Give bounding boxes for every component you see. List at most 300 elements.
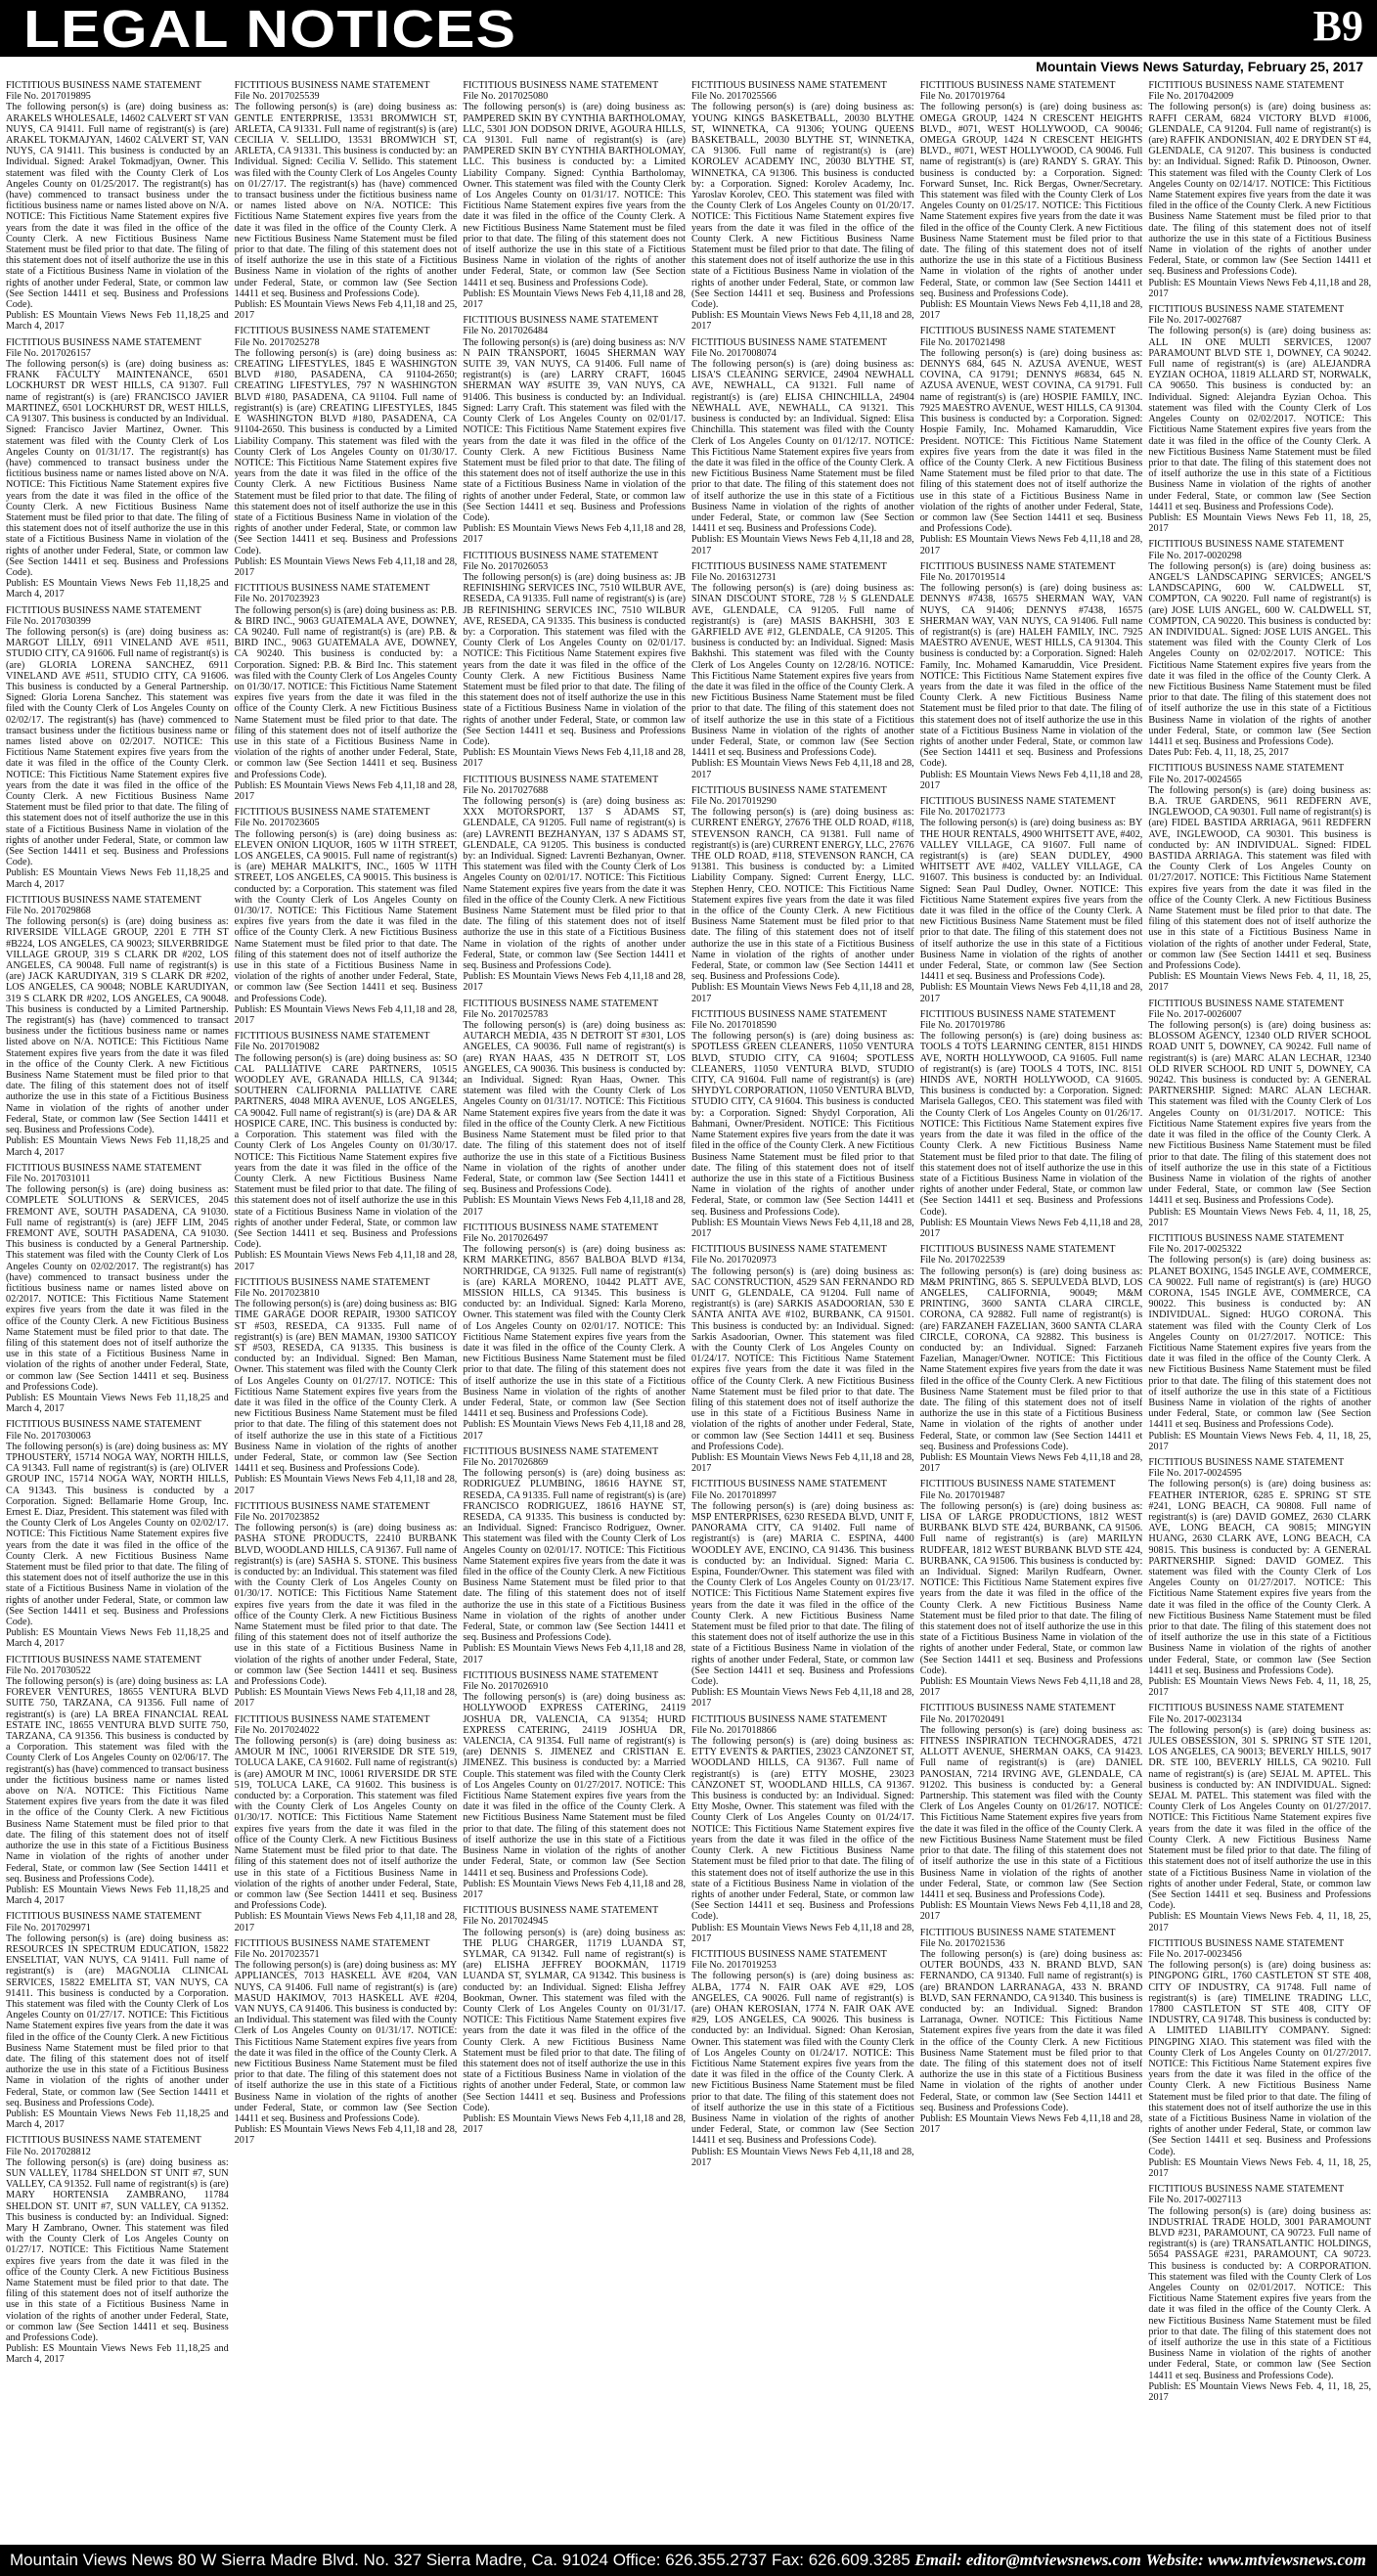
- notice-boilerplate: NOTICE: This Fictitious Name Statement expires five years from the date it was filed in the office of the County Clerk. A new Fictitious Business Name Statement must be filed prior to that date. The filing of this statement does not of itself authorize the use in this state of a Fictitious Business Name in violation of the rights of another under Federal, State, or common law (See Section 14411 et seq. Business and Professions Code).: [919, 1118, 1143, 1218]
- legal-notice: [6, 605, 229, 890]
- notice-body: The following person(s) is (are) doing business as: INDUSTRIAL TRADE HOLD, 3001 PARAMOUNT BLVD #231, PARAMOUNT, CA 90723. Full name of registrant(s) is (are) TRANSATLANTIC HOLDINGS, 5654 PASSAGE #231, PARAMOUNT, CA 90723. This business is conducted by: A CORPORATION. This statement was filed with the County Clerk of Los Angeles County on 02/01/2017.: [1148, 2205, 1371, 2294]
- notice-body: The following person(s) is (are) doing business as: MY APPLIANCES, 7013 HASKELL AVE #204, VAN NUYS, CA 91406. Full name of registrant(s) is (are) MASUD HAKIMOV, 7013 HASKELL AVE #204, VAN NUYS, CA 91406. This business is conducted by: an Individual. This statement was filed with the County Clerk of Los Angeles County on 01/31/17.: [234, 1960, 458, 2037]
- legal-notice: [463, 999, 686, 1218]
- notice-boilerplate: NOTICE: This Fictitious Name Statement expires five years from the date it was filed in the office of the County Clerk. A new Fictitious Business Name Statement must be filed prior to that date. The filing of this statement does not of itself authorize the use in this state of a Fictitious Business Name in violation of the rights of another under Federal, State, or common law (See Section 14411 et seq. Business and Professions Code).: [234, 457, 458, 556]
- notice-boilerplate: NOTICE: This Fictitious Name Statement expires five years from the date it was filed in the office of the County Clerk. A new Fictitious Business Name Statement must be filed prior to that date. The filing of this statement does not of itself authorize the use in this state of a Fictitious Business Name in violation of the rights of another under Federal, State, or common law (See Section 14411 et seq. Business and Professions Code).: [234, 1375, 458, 1475]
- notice-body: The following person(s) is (are) doing business as: RESOURCES IN SPECTRUM EDUCATION, 15822 ENSELTIAT, VAN NUYS, CA 91411. Full name of registrant(s) is (are) MAGNOLIA CLINICAL SERVICES, 15822 EMELITA ST, VAN NUYS, CA 91411. This business is conducted by a Corporation. This statement was filed with the County Clerk of Los Angeles County on 01/27/17.: [6, 1932, 229, 2021]
- notice-file-number: File No. 2017019487: [919, 1489, 1005, 1501]
- notice-heading: FICTITIOUS BUSINESS NAME STATEMENT: [1148, 763, 1345, 775]
- notice-boilerplate: NOTICE: This Fictitious Name Statement expires five years from the date it was filed in the office of the County Clerk. A new Fictitious Business Name Statement must be filed prior to that date. The filing of this statement does not of itself authorize the use in this state of a Fictitious Business Name in violation of the rights of another under Federal, State, or common law (See Section 14411 et seq. Business and Professions Code).: [463, 1320, 687, 1420]
- legal-notice: [235, 1938, 458, 2147]
- notice-heading: FICTITIOUS BUSINESS NAME STATEMENT: [919, 796, 1116, 807]
- notice-boilerplate: NOTICE: This Fictitious Name Statement expires five years from the date it was filed in the office of the County Clerk. A new Fictitious Business Name Statement must be filed prior to that date. The filing of this statement does not of itself authorize the use in this state of a Fictitious Business Name in violation of the rights of another under Federal, State, or common law (See Section 14411 et seq. Business and Professions Code).: [1148, 1577, 1371, 1676]
- notice-file-number: File No. 2017026869: [463, 1456, 549, 1468]
- notice-file-number: File No. 2017031011: [6, 1173, 91, 1184]
- notice-heading: FICTITIOUS BUSINESS NAME STATEMENT: [919, 560, 1116, 572]
- notice-heading: FICTITIOUS BUSINESS NAME STATEMENT: [463, 774, 659, 785]
- notice-file-number: File No. 2017023810: [234, 1287, 320, 1299]
- notice-boilerplate: NOTICE: This Fictitious Name Statement expires five years from the date it was filed in the office of the County Clerk. A new Fictitious Business Name Statement must be filed prior to that date. The filing of this statement does not of itself authorize the use in this state of a Fictitious Business Name in violation of the rights of another under Federal, State, or common law (See Section 14411 et seq. Business and Professions Code).: [463, 424, 687, 523]
- notice-publication-dates: Publish: ES Mountain Views News Feb 4,11,18 and 28, 2017: [919, 982, 1143, 1004]
- footer-contact: Mountain Views News 80 W Sierra Madre Blvd. No. 327 Sierra Madre, Ca. 91024 Office: 626.355.2737 Fax: 626.609.3285: [10, 2551, 911, 2569]
- notice-body: The following person(s) is (are) doing business as: OMEGA GROUP, 1424 N CRESCENT HEIGHTS BLVD., #071, WEST HOLLYWOOD, CA 90046; OMEGA GROUP, 1424 N CRESCENT HEIGHTS BLVD., #071, WEST HOLLYWOOD, CA 90046. Full name of registrant(s) is (are) RANDY S. GRAY. This business is conducted by: a Corporation. Signed: Forward Sunset, Inc. Rick Bergas, Owner/Secretary. This statement was filed with the County Clerk of Los Angeles County on 01/25/17.: [919, 102, 1143, 212]
- notice-heading: FICTITIOUS BUSINESS NAME STATEMENT: [691, 1008, 887, 1020]
- notice-boilerplate: NOTICE: This Fictitious Name Statement expires five years from the date it was filed in the office of the County Clerk. A new Fictitious Business Name Statement must be filed prior to that date. The filing of this statement does not of itself authorize the use in this state of a Fictitious Business Name in violation of the rights of another under Federal, State, or common law (See Section 14411 et seq. Business and Professions Code).: [1148, 2058, 1371, 2157]
- notice-boilerplate: NOTICE: This Fictitious Name Statement expires five years from the date it was filed in the office of the County Clerk. A new Fictitious Business Name Statement must be filed prior to that date. The filing of this statement does not of itself authorize the use in this state of a Fictitious Business Name in violation of the rights of another under Federal, State, or common law (See Section 14411 et seq. Business and Professions Code).: [1148, 1812, 1371, 1912]
- notice-column: [691, 80, 914, 2535]
- notice-file-number: File No. 2017019786: [919, 1020, 1005, 1032]
- notice-file-number: File No. 2017-0027113: [1148, 2195, 1242, 2206]
- notice-body: The following person(s) is (are) doing business as: HOLLYWOOD EXPRESS CATERING, 24119 JOSHUA DR, VALENCIA, CA 91354; HURD EXPRESS CATERING, 24119 JOSHUA DR, VALENCIA, CA 91354. Full name of registrant(s) is (are) DENNIS S. JIMENEZ and CRISTIAN E. JIMENEZ. This business is conducted by: a Married Couple. This statement was filed with the County Clerk of Los Angeles County on 01/27/2017.: [463, 1692, 687, 1791]
- notice-boilerplate: NOTICE: This Fictitious Name Statement expires five years from the date it was filed in the office of the County Clerk. A new Fictitious Business Name Statement must be filed prior to that date. The filing of this statement does not of itself authorize the use in this state of a Fictitious Business Name in violation of the rights of another under Federal, State, or common law (See Section 14411 et seq. Business and Professions Code).: [919, 200, 1143, 299]
- legal-notice: [1148, 1938, 1371, 2179]
- notice-file-number: File No. 2017021773: [919, 807, 1005, 819]
- notice-publication-dates: Publish: ES Mountain Views News Feb 4,11,18 and 28, 2017: [234, 1687, 458, 1710]
- legal-notice: [691, 80, 914, 333]
- notice-heading: FICTITIOUS BUSINESS NAME STATEMENT: [691, 80, 887, 91]
- notice-publication-dates: Publish: ES Mountain Views News Feb 4,11,18 and 28, 2017: [234, 1003, 458, 1027]
- notice-publication-dates: Publish: ES Mountain Views News Feb 4,11,18 and 28, 2017: [691, 982, 914, 1004]
- notice-heading: FICTITIOUS BUSINESS NAME STATEMENT: [6, 336, 201, 348]
- notice-heading: FICTITIOUS BUSINESS NAME STATEMENT: [234, 1500, 430, 1512]
- legal-notice: [920, 1928, 1143, 2136]
- notice-publication-dates: Publish: ES Mountain Views News Feb 11,18,25 and March 4, 2017: [6, 1884, 229, 1907]
- notice-heading: FICTITIOUS BUSINESS NAME STATEMENT: [1148, 304, 1345, 316]
- notice-file-number: File No. 2017023852: [234, 1512, 320, 1523]
- legal-notice: [1148, 1233, 1371, 1452]
- notice-file-number: File No. 2017025783: [463, 1008, 549, 1020]
- notice-body: The following person(s) is (are) doing business as: MARGOT LILLY, 6911 VINELAND AVE #511, STUDIO CITY, CA 91606. Full name of registrant(s) is (are) GLORIA LORENA SANCHEZ, 6911 VINELAND AVE #511, STUDIO CITY, CA 91606. This business is conducted by a General Partnership. Signed: Gloria Lorena Sanchez. This statement was filed with the County Clerk of Los Angeles County on 02/02/17. The registrant(s) has (have) commenced to transact business under the fictitious business name or names listed above on 02/2017. NOTICE: This Fictitious Name Statement expires five years from the date it was filed in the office of the County Clerk.: [6, 626, 229, 770]
- notice-boilerplate: NOTICE: This Fictitious Name Statement expires five years from the date it was filed in the office of the County Clerk. A new Fictitious Business Name Statement must be filed prior to that date. The filing of this statement does not of itself authorize the use in this state of a Fictitious Business Name in violation of the rights of another under Federal, State, or common law (See Section 14411 et seq. Business and Professions Code).: [6, 2010, 229, 2109]
- notice-boilerplate: NOTICE: This Fictitious Name Statement expires five years from the date it was filed in the office of the County Clerk. A new Fictitious Business Name Statement must be filed prior to that date. The filing of this statement does not of itself authorize the use in this state of a Fictitious Business Name in violation of the rights of another under Federal, State, or common law (See Section 14411 et seq. Business and Professions Code).: [6, 211, 229, 311]
- notice-body: The following person(s) is (are) doing business as: SINAN DISCOUNT STORE, 728 ½ S GLENDALE AVE, GLENDALE, CA 91205. Full name of registrant(s) is (are) MASIS BAKHSHI, 303 E GARFIELD AVE #12, GLENDALE, CA 91205. This business is conducted by: an Individual. Signed: Masis Bakhshi. This statement was filed with the County Clerk of Los Angeles County on 12/28/16.: [691, 583, 914, 671]
- notice-file-number: File No. 2017024945: [463, 1916, 549, 1928]
- notice-boilerplate: NOTICE: This Fictitious Name Statement expires five years from the date it was filed in the office of the County Clerk. A new Fictitious Business Name Statement must be filed prior to that date. The filing of this statement does not of itself authorize the use in this state of a Fictitious Business Name in violation of the rights of another under Federal, State, or common law (See Section 14411 et seq. Business and Professions Code).: [919, 670, 1143, 770]
- legal-notice: [235, 583, 458, 802]
- notice-boilerplate: NOTICE: This Fictitious Name Statement expires five years from the date it was filed in the office of the County Clerk. A new Fictitious Business Name Statement must be filed prior to that date. The filing of this statement does not of itself authorize the use in this state of a Fictitious Business Name in violation of the rights of another under Federal, State, or common law (See Section 14411 et seq. Business and Professions Code).: [463, 1544, 687, 1644]
- notice-publication-dates: Publish: ES Mountain Views News Feb 4,11,18 and 28, 2017: [691, 1451, 914, 1475]
- notice-file-number: File No. 2017030063: [6, 1430, 91, 1442]
- notice-publication-dates: Publish: ES Mountain Views News Feb 4,11,18 and 28, 2017: [463, 971, 687, 994]
- notice-publication-dates: Publish: ES Mountain Views News Feb 4,11,18 and 28, 2017: [691, 534, 914, 556]
- notice-file-number: File No. 2017-0020298: [1148, 550, 1242, 561]
- notice-heading: FICTITIOUS BUSINESS NAME STATEMENT: [6, 1911, 201, 1923]
- notice-body: The following person(s) is (are) doing business as: GENTLE ENTERPRISE, 13531 BROMWICH ST, ARLETA, CA 91331. Full name of registrant(s) is (are) CECILIA V. SELLIDO, 13531 BROMWICH ST, ARLETA, CA 91331. This business is conducted by: an Individual. Signed: Cecilia V. Sellido. This statement was filed with the County Clerk of Los Angeles County on 01/27/17. The registrant(s) has (have) commenced to transact business under the fictitious business name or names listed above on N/A.: [234, 102, 458, 212]
- legal-notice: [463, 775, 686, 994]
- notice-file-number: File No. 2017026484: [463, 326, 549, 337]
- notice-publication-dates: Publish: ES Mountain Views News Feb 4,11,18 and 28, 2017: [919, 1451, 1143, 1475]
- notice-file-number: File No. 2017027688: [463, 784, 549, 796]
- notice-body: The following person(s) is (are) doing business as: PINGPONG GIRL, 1760 CASTLETON ST STE 408, CITY OF INDUSTRY, CA 91748. Full name of registrant(s) is (are) TIMELINE TRADING LLC, 17800 CASTLETON ST STE 408, CITY OF INDUSTRY, CA 91748. This business is conducted by: A LIMITED LIABILITY COMPANY. Signed: PINGPING XIAO. This statement was filed with the County Clerk of Los Angeles County on 01/27/2017.: [1148, 1960, 1371, 2059]
- notice-body: The following person(s) is (are) doing business as: THE PLUG CHARGER, 11719 LUANDA ST, SYLMAR, CA 91342. Full name of registrant(s) is (are) ELISHA JEFFREY BOOKMAN, 11719 LUANDA ST, SYLMAR, CA 91342. This business is conducted by: an Individual. Signed: Elisha Jeffrey Bookman, Owner. This statement was filed with the County Clerk of Los Angeles County on 01/31/17.: [463, 1927, 687, 2015]
- legal-notice: [1148, 999, 1371, 1228]
- notice-heading: FICTITIOUS BUSINESS NAME STATEMENT: [1148, 1232, 1345, 1244]
- notice-body: The following person(s) is (are) doing business as: CREATING LIFESTYLES, 1845 E WASHINGTON BLVD #180, PASADENA, CA 91104-2650; CREATING LIFESTYLES, 797 N WASHINGTON BLVD #180, PASADENA, CA 91104. Full name of registrant(s) is (are) CREATING LIFESTYLES, 1845 E WASHINGTON BLVD #180, PASADENA, CA 91104-2650. This business is conducted by a Limited Liability Company. This statement was filed with the County Clerk of Los Angeles County on 01/30/17.: [234, 347, 458, 458]
- legal-notice: [235, 80, 458, 321]
- notice-publication-dates: Publish: ES Mountain Views News Feb 4,11,18 and 28, 2017: [463, 1878, 687, 1900]
- notice-publication-dates: Publish: ES Mountain Views News Feb 11,18,25 and March 4, 2017: [6, 1627, 229, 1650]
- notice-boilerplate: NOTICE: This Fictitious Name Statement expires five years from the date it was filed in the office of the County Clerk. A new Fictitious Business Name Statement must be filed prior to that date. The filing of this statement does not of itself authorize the use in this state of a Fictitious Business Name in violation of the rights of another under Federal, State, or common law (See Section 14411 et seq. Business and Professions Code).: [1148, 1331, 1371, 1431]
- notice-heading: FICTITIOUS BUSINESS NAME STATEMENT: [691, 336, 887, 348]
- notice-boilerplate: NOTICE: This Fictitious Name Statement expires five years from the date it was filed in the office of the County Clerk. A new Fictitious Business Name Statement must be filed prior to that date. The filing of this statement does not of itself authorize the use in this state of a Fictitious Business Name in violation of the rights of another under Federal, State, or common law (See Section 14411 et seq. Business and Professions Code).: [691, 1823, 914, 1923]
- notice-file-number: File No. 2017026053: [463, 560, 549, 572]
- notice-publication-dates: Publish: ES Mountain Views News Feb 4,11,18 and 28, 2017: [234, 1474, 458, 1496]
- notice-body: The following person(s) is (are) doing business as: ALBA, 1774 N. FAIR OAK AVE #29, LOS ANGELES, CA 90026. Full name of registrant(s) is (are) OHAN KEROSIAN, 1774 N. FAIR OAK AVE #29, LOS ANGELES, CA 90026. This business is conducted by: an Individual. Signed: Ohan Kerosian, Owner. This statement was filed with the County Clerk of Los Angeles County on 01/24/17.: [691, 1971, 914, 2059]
- legal-notice: [235, 807, 458, 1026]
- notice-boilerplate: NOTICE: This Fictitious Name Statement expires five years from the date it was filed in the office of the County Clerk. A new Fictitious Business Name Statement must be filed prior to that date. The filing of this statement does not of itself authorize the use in this state of a Fictitious Business Name in violation of the rights of another under Federal, State, or common law (See Section 14411 et seq. Business and Professions Code).: [6, 1037, 229, 1136]
- notice-heading: FICTITIOUS BUSINESS NAME STATEMENT: [234, 326, 430, 337]
- legal-notice: [691, 1714, 914, 1944]
- notice-body: The following person(s) is (are) doing business as: JULES OBSESSION, 301 S. SPRING ST STE 1201, LOS ANGELES, CA 90013; BEVERLY HILLS, 9017 DR. STE 100, BEVERLY HILLS, CA 90210. Full name of registrant(s) is (are) SEJAL M. APTEL. This business is conducted by: AN INDIVIDUAL. Signed: SEJAL M. PATEL. This statement was filed with the County Clerk of Los Angeles County on 01/27/2017.: [1148, 1724, 1371, 1813]
- notice-boilerplate: NOTICE: This Fictitious Name Statement expires five years from the date it was filed in the office of the County Clerk. A new Fictitious Business Name Statement must be filed prior to that date. The filing of this statement does not of itself authorize the use in this state of a Fictitious Business Name in violation of the rights of another under Federal, State, or common law (See Section 14411 et seq. Business and Professions Code).: [6, 1786, 229, 1885]
- notice-heading: FICTITIOUS BUSINESS NAME STATEMENT: [6, 1419, 201, 1431]
- notice-body: The following person(s) is (are) doing business as: XXX MOTORSPORT, 137 S ADAMS ST, GLENDALE, CA 91205. Full name of registrant(s) is (are) LAVRENTI BEZHANYAN, 137 S ADAMS ST, GLENDALE, CA 91205. This business is conducted by: an Individual. Signed: Lavrenti Bezhanyan, Owner. This statement was filed with the County Clerk of Los Angeles County on 02/01/17.: [463, 796, 687, 884]
- notice-heading: FICTITIOUS BUSINESS NAME STATEMENT: [1148, 80, 1345, 91]
- notice-file-number: File No. 2017020491: [919, 1713, 1005, 1725]
- footer-email[interactable]: Email: editor@mtviewsnews.com: [914, 2551, 1141, 2569]
- notice-file-number: File No. 2017025566: [691, 91, 777, 103]
- legal-notice: [920, 1703, 1143, 1922]
- notice-file-number: File No. 2017-0025322: [1148, 1244, 1242, 1256]
- footer: [10, 2549, 1366, 2572]
- notice-file-number: File No. 2017019082: [234, 1042, 320, 1053]
- legal-notice: [920, 326, 1143, 555]
- dateline: Mountain Views News Saturday, February 25, 2017: [1036, 59, 1363, 74]
- notice-boilerplate: NOTICE: This Fictitious Name Statement expires five years from the date it was filed in the office of the County Clerk. A new Fictitious Business Name Statement must be filed prior to that date. The filing of this statement does not of itself authorize the use in this state of a Fictitious Business Name in violation of the rights of another under Federal, State, or common law (See Section 14411 et seq. Business and Professions Code).: [1148, 648, 1371, 747]
- notice-boilerplate: NOTICE: This Fictitious Name Statement expires five years from the date it was filed in the office of the County Clerk. A new Fictitious Business Name Statement must be filed prior to that date. The filing of this statement does not of itself authorize the use in this state of a Fictitious Business Name in violation of the rights of another under Federal, State, or common law (See Section 14411 et seq. Business and Professions Code).: [1148, 2283, 1371, 2381]
- notice-heading: FICTITIOUS BUSINESS NAME STATEMENT: [463, 1221, 659, 1233]
- notice-file-number: File No. 2017025278: [234, 336, 320, 348]
- notice-body: The following person(s) is (are) doing business as: FEATHER INTERIOR, 6285 E. SPRING ST STE #241, LONG BEACH, CA 90808. Full name of registrant(s) is (are) DAVID GOMEZ, 2630 CLARK AVE, LONG BEACH, CA 90815; MINGYIN HUANG, 2630 CLARK AVE, LONG BEACH, CA 90815. This business is conducted by: A GENERAL PARTNERSHIP. Signed: DAVID GOMEZ. This statement was filed with the County Clerk of Los Angeles County on 01/27/2017.: [1148, 1479, 1371, 1589]
- legal-notice: [463, 80, 686, 310]
- notice-boilerplate: NOTICE: This Fictitious Name Statement expires five years from the date it was filed in the office of the County Clerk. A new Fictitious Business Name Statement must be filed prior to that date. The filing of this statement does not of itself authorize the use in this state of a Fictitious Business Name in violation of the rights of another under Federal, State, or common law (See Section 14411 et seq. Business and Professions Code).: [6, 479, 229, 578]
- notice-publication-dates: Publish: ES Mountain Views News Feb 11,18,25 and March 4, 2017: [6, 867, 229, 890]
- notice-publication-dates: Publish: ES Mountain Views News Feb 11,18,25 and March 4, 2017: [6, 1392, 229, 1415]
- notice-heading: FICTITIOUS BUSINESS NAME STATEMENT: [1148, 2184, 1345, 2196]
- legal-notice: [6, 337, 229, 600]
- notice-boilerplate: NOTICE: This Fictitious Name Statement expires five years from the date it was filed in the office of the County Clerk. A new Fictitious Business Name Statement must be filed prior to that date. The filing of this statement does not of itself authorize the use in this state of a Fictitious Business Name in violation of the rights of another under Federal, State, or common law (See Section 14411 et seq. Business and Professions Code).: [1148, 414, 1371, 512]
- notice-body: The following person(s) is (are) doing business as: ALL IN ONE MULTI SERVICES, 12007 PARAMOUNT BLVD STE 1, DOWNEY, CA 90242. Full name of registrant(s) is (are) ALEJANDRA EYZIAN OCHOA, 11819 ALLARD ST, NORWALK, CA 90650. This business is conducted by: an Individual. Signed: Alejandra Eyzian Ochoa. This statement was filed with the County Clerk of Los Angeles County on 02/02/2017.: [1148, 326, 1371, 425]
- notice-boilerplate: NOTICE: This Fictitious Name Statement expires five years from the date it was filed in the office of the County Clerk. A new Fictitious Business Name Statement must be filed prior to that date. The filing of this statement does not of itself authorize the use in this state of a Fictitious Business Name in violation of the rights of another under Federal, State, or common law (See Section 14411 et seq. Business and Professions Code).: [919, 883, 1143, 983]
- notice-boilerplate: NOTICE: This Fictitious Name Statement expires five years from the date it was filed in the office of the County Clerk. A new Fictitious Business Name Statement must be filed prior to that date. The filing of this statement does not of itself authorize the use in this state of a Fictitious Business Name in violation of the rights of another under Federal, State, or common law (See Section 14411 et seq. Business and Professions Code).: [463, 648, 687, 747]
- notice-body: The following person(s) is (are) doing business as: ANGEL'S LANDSCAPING SERVICES; ANGEL'S LANDSCAPING, 600 W. CALDWELL ST, COMPTON, CA 90220. Full name of registrant(s) is (are) JOSE LUIS ANGEL, 600 W. CALDWELL ST, COMPTON, CA 90220. This business is conducted by: AN INDIVIDUAL. Signed: JOSE LUIS ANGEL. This statement was filed with the County Clerk of Los Angeles County on 02/02/2017.: [1148, 560, 1371, 660]
- notice-publication-dates: Publish: ES Mountain Views News Feb 4,11,18 and 28, 2017: [234, 555, 458, 578]
- notice-file-number: File No. 2017021498: [919, 336, 1005, 348]
- legal-notice: [235, 326, 458, 578]
- notice-body: The following person(s) is (are) doing business as: ETTY EVENTS & PARTIES, 23023 CANZONET ST, WOODLAND HILLS, CA 91367. Full name of registrant(s) is (are) ETTY MOSHE, 23023 CANZONET ST, WOODLAND HILLS, CA 91367. This business is conducted by: an Individual. Signed: Etty Moshe, Owner. This statement was filed with the County Clerk of Los Angeles County on 01/24/17.: [691, 1736, 914, 1824]
- notice-publication-dates: Publish: ES Mountain Views News Feb 11, 18, 25, 2017: [1148, 511, 1371, 535]
- notice-heading: FICTITIOUS BUSINESS NAME STATEMENT: [234, 1276, 430, 1288]
- notice-heading: FICTITIOUS BUSINESS NAME STATEMENT: [6, 80, 201, 91]
- notice-file-number: File No. 2017020973: [691, 1255, 777, 1266]
- notice-body: The following person(s) is (are) doing business as: LISA'S CLEANING SERVICE, 24904 NEWHALL AVE, NEWHALL, CA 91321. Full name of registrant(s) is (are) ELISA CHINCHILLA, 24904 NEWHALL AVE, NEWHALL, CA 91321. This business is conducted by: an Individual. Signed: Elisa Chinchilla. This statement was filed with the County Clerk of Los Angeles County on 01/12/17.: [691, 359, 914, 447]
- notice-body: The following person(s) is (are) doing business as: PLANET BOXING, 1545 INGLE AVE, COMMERCE, CA 90022. Full name of registrant(s) is (are) HUGO CORONA, 1545 INGLE AVE, COMMERCE, CA 90022. This business is conducted by: AN INDIVIDUAL. Signed: HUGO CORONA. This statement was filed with the County Clerk of Los Angeles County on 01/27/2017.: [1148, 1255, 1371, 1343]
- notice-boilerplate: NOTICE: This Fictitious Name Statement expires five years from the date it was filed in the office of the County Clerk. A new Fictitious Business Name Statement must be filed prior to that date. The filing of this statement does not of itself authorize the use in this state of a Fictitious Business Name in violation of the rights of another under Federal, State, or common law (See Section 14411 et seq. Business and Professions Code).: [234, 2025, 458, 2124]
- notice-body: The following person(s) is (are) doing business as: BIG TIME GARAGE DOOR REPAIR, 19300 SATICOY ST #503, RESEDA, CA 91335. Full name of registrant(s) is (are) BEN MAMAN, 19300 SATICOY ST #503, RESEDA, CA 91335. This business is conducted by: an Individual. Signed: Ben Maman, Owner. This statement was filed with the County Clerk of Los Angeles County on 01/27/17.: [234, 1299, 458, 1387]
- notice-body: The following person(s) is (are) doing business as: TOOLS 4 TOTS LEARNING CENTER, 8151 HINDS AVE, NORTH HOLLYWOOD, CA 91605. Full name of registrant(s) is (are) TOOLS 4 TOTS, INC. 8151 HINDS AVE, NORTH HOLLYWOOD, CA 91605. This business is conducted by: a Corporation. Signed: Marisela Gallegos, CEO. This statement was filed with the County Clerk of Los Angeles County on 01/26/17.: [919, 1031, 1143, 1119]
- notice-publication-dates: Publish: ES Mountain Views News Feb 4,11,18 and 28, 2017: [463, 1195, 687, 1218]
- notice-body: The following person(s) is (are) doing business as: BLOSSOM AGENCY, 12340 OLD RIVER SCHOOL ROAD UNIT 5, DOWNEY, CA 90242. Full name of registrant(s) is (are) MARC ALAN LECHAR, 12340 OLD RIVER SCHOOL RD UNIT 5, DOWNEY, CA 90242. This business is conducted by: A GENERAL PARTNERSHIP. Signed: MARC ALAN LECHAR. This statement was filed with the County Clerk of Los Angeles County on 01/31/2017.: [1148, 1020, 1371, 1119]
- notice-body: The following person(s) is (are) doing business as: MSP ENTERPRISES, 6230 RESEDA BLVD, UNIT F, PANORAMA CITY, CA 91402. Full name of registrant(s) is (are) MARIA C. ESPINA, 4400 WOODLEY AVE, ENCINO, CA 91436. This business is conducted by: an Individual. Signed: Maria C. Espina, Founder/Owner. This statement was filed with the County Clerk of Los Angeles County on 01/23/17.: [691, 1500, 914, 1589]
- notice-heading: FICTITIOUS BUSINESS NAME STATEMENT: [919, 1244, 1116, 1256]
- legal-notice: [6, 1163, 229, 1415]
- notice-body: The following person(s) is (are) doing business as: CURRENT ENERGY, 27676 THE OLD ROAD, #118, STEVENSON RANCH, CA 91381. Full name of registrant(s) is (are) CURRENT ENERGY, LLC, 27676 THE OLD ROAD, #118, STEVENSON RANCH, CA 91381. This business is conducted by: a Limited Liability Company. Signed: Current Energy, LLC. Stephen Henry, CEO.: [691, 807, 914, 895]
- notice-body: The following person(s) is (are) doing business as: ARAKELS WHOLESALE, 14602 CALVERT ST VAN NUYS, CA 91411. Full name of registrant(s) is (are) ARAKEL TOKMAJYAN, 14602 CALVERT ST, VAN NUYS, CA 91411. This business is conducted by an Individual. Signed: Arakel Tokmadjyan, Owner. This statement was filed with the County Clerk of Los Angeles County on 01/25/2017. The registrant(s) has (have) commenced to transact business under the fictitious business name or names listed above on N/A.: [6, 102, 229, 212]
- notice-file-number: File No. 2017024022: [234, 1724, 320, 1736]
- notice-publication-dates: Publish: ES Mountain Views News Feb 4,11,18 and 28, 2017: [691, 310, 914, 333]
- notice-body: The following person(s) is (are) doing business as: P.B. & BIRD INC., 9063 GUATEMALA AVE, DOWNEY, CA 90240. Full name of registrant(s) is (are) P.B. & BIRD INC., 9063 GUATEMALA AVE, DOWNEY, CA 90240. This business is conducted by: a Corporation. Signed: P.B. & Bird Inc. This statement was filed with the County Clerk of Los Angeles County on 01/30/17.: [234, 604, 458, 692]
- legal-notice: [691, 1949, 914, 2168]
- page-number: B9: [1312, 2, 1363, 50]
- notice-publication-dates: Publish: ES Mountain Views News Feb 11,18,25 and March 4, 2017: [6, 578, 229, 600]
- notice-file-number: File No. 2017026910: [463, 1681, 549, 1693]
- notice-publication-dates: Publish: ES Mountain Views News Feb. 4, 11, 18, 25, 2017: [1148, 1911, 1371, 1933]
- notice-publication-dates: Publish: ES Mountain Views News Feb 4,11,18 and 28, 2017: [919, 534, 1143, 556]
- notice-publication-dates: Publish: ES Mountain Views News Feb. 4, 11, 18, 25, 2017: [1148, 2380, 1371, 2404]
- notice-boilerplate: NOTICE: This Fictitious Name Statement expires five years from the date it was filed in the office of the County Clerk. A new Fictitious Business Name Statement must be filed prior to that date. The filing of this statement does not of itself authorize the use in this state of a Fictitious Business Name in violation of the rights of another under Federal, State, or common law (See Section 14411 et seq. Business and Professions Code).: [463, 190, 687, 289]
- notice-body: The following person(s) is (are) doing business as: COMPLETE SOLUTIONS & SERVICES, 2045 FREMONT AVE, SOUTH PASADENA, CA 91030. Full name of registrant(s) is (are) JEFF LIM, 2045 FREMONT AVE, SOUTH PASADENA, CA 91030. This business is conducted by a General Partnership. This statement was filed with the County Clerk of Los Angeles County on 02/02/2017. The registrant(s) has (have) commenced to transact business under the fictitious business name or names listed above on 02/2017.: [6, 1184, 229, 1306]
- notice-heading: FICTITIOUS BUSINESS NAME STATEMENT: [463, 550, 659, 561]
- notice-heading: FICTITIOUS BUSINESS NAME STATEMENT: [691, 1479, 887, 1490]
- notice-publication-dates: Publish: ES Mountain Views News Feb 4,11,18 and 28, 2017: [919, 769, 1143, 791]
- notice-boilerplate: NOTICE: This Fictitious Name Statement expires five years from the date it was filed in the office of the County Clerk. A new Fictitious Business Name Statement must be filed prior to that date. The filing of this statement does not of itself authorize the use in this state of a Fictitious Business Name in violation of the rights of another under Federal, State, or common law (See Section 14411 et seq. Business and Professions Code).: [234, 200, 458, 299]
- notice-boilerplate: NOTICE: This Fictitious Name Statement expires five years from the date it was filed in the office of the County Clerk. A new Fictitious Business Name Statement must be filed prior to that date. The filing of this statement does not of itself authorize the use in this state of a Fictitious Business Name in violation of the rights of another under Federal, State, or common law (See Section 14411 et seq. Business and Professions Code).: [1148, 1107, 1371, 1207]
- notice-file-number: File No. 2017-0027687: [1148, 315, 1242, 327]
- notice-heading: FICTITIOUS BUSINESS NAME STATEMENT: [6, 1162, 201, 1174]
- legal-notice: [1148, 763, 1371, 993]
- notice-boilerplate: NOTICE: This Fictitious Name Statement expires five years from the date it was filed in the office of the County Clerk. A new Fictitious Business Name Statement must be filed prior to that date. The filing of this statement does not of itself authorize the use in this state of a Fictitious Business Name in violation of the rights of another under Federal, State, or common law (See Section 14411 et seq. Business and Professions Code).: [919, 1577, 1143, 1676]
- notice-heading: FICTITIOUS BUSINESS NAME STATEMENT: [691, 560, 887, 572]
- notice-publication-dates: Publish: ES Mountain Views News Feb 4,11,18 and 28, 2017: [463, 1419, 687, 1442]
- notice-file-number: File No. 2017028812: [6, 2146, 91, 2157]
- notice-heading: FICTITIOUS BUSINESS NAME STATEMENT: [1148, 1456, 1345, 1468]
- notice-publication-dates: Publish: ES Mountain Views News Feb 11,18,25 and March 4, 2017: [6, 2108, 229, 2131]
- notice-body: The following person(s) is (are) doing business as: LA FOREVER VENTURES, 18655 VENTURA BLVD SUITE 750, TARZANA, CA 91356. Full name of registrant(s) is (are) LA BREA FINANCIAL REAL ESTATE INC, 18655 VENTURA BLVD SUITE 750, TARZANA, CA 91356. This business is conducted by a Corporation. This statement was filed with the County Clerk of Los Angeles County on 02/06/17. The registrant(s) has (have) commenced to transact business under the fictitious business name or names listed above on N/A.: [6, 1676, 229, 1798]
- notice-file-number: File No. 2017-0024565: [1148, 774, 1242, 785]
- notice-body: The following person(s) is (are) doing business as: SUN VALLEY, 11784 SHELDON ST UNIT #7, SUN VALLEY, CA 91352. Full name of registrant(s) is (are) MARY HORTENSIA ZAMBRANO, 11784 SHELDON ST. UNIT #7, SUN VALLEY, CA 91352. This business is conducted by: an Individual. Signed: Mary H Zambrano, Owner. This statement was filed with the County Clerk of Los Angeles County on 01/27/17.: [6, 2156, 229, 2256]
- notice-publication-dates: Publish: ES Mountain Views News Feb 4,11,18 and 28, 2017: [691, 758, 914, 780]
- notice-boilerplate: NOTICE: This Fictitious Name Statement expires five years from the date it was filed in the office of the County Clerk. A new Fictitious Business Name Statement must be filed prior to that date. The filing of this statement does not of itself authorize the use in this state of a Fictitious Business Name in violation of the rights of another under Federal, State, or common law (See Section 14411 et seq. Business and Professions Code).: [691, 211, 914, 311]
- notice-boilerplate: NOTICE: This Fictitious Name Statement expires five years from the date it was filed in the office of the County Clerk. A new Fictitious Business Name Statement must be filed prior to that date. The filing of this statement does not of itself authorize the use in this state of a Fictitious Business Name in violation of the rights of another under Federal, State, or common law (See Section 14411 et seq. Business and Professions Code).: [691, 1118, 914, 1218]
- legal-notice: [1148, 304, 1371, 534]
- notice-heading: FICTITIOUS BUSINESS NAME STATEMENT: [919, 1008, 1116, 1020]
- legal-notice: [6, 1655, 229, 1907]
- notice-file-number: File No. 2017023923: [234, 594, 320, 605]
- notice-body: The following person(s) is (are) doing business as: M&M PRINTING, 865 S. SEPULVEDA BLVD, LOS ANGELES, CALIFORNIA, 90049; M&M PRINTING, 3600 SANTA CLARA CIRCLE, CORONA, CA 92882. Full name of registrant(s) is (are) FARZANEH FAZELIAN, 3600 SANTA CLARA CIRCLE, CORONA, CA 92882. This business is conducted by: an Individual. Signed: Farzaneh Fazelian, Manager/Owner.: [919, 1266, 1143, 1365]
- notice-publication-dates: Publish: ES Mountain Views News Feb 4,11,18 and 28, 2017: [691, 1687, 914, 1710]
- notice-boilerplate: NOTICE: This Fictitious Name Statement expires five years from the date it was filed in the office of the County Clerk. A new Fictitious Business Name Statement must be filed prior to that date. The filing of this statement does not of itself authorize the use in this state of a Fictitious Business Name in violation of the rights of another under Federal, State, or common law (See Section 14411 et seq. Business and Professions Code).: [6, 769, 229, 868]
- notice-body: The following person(s) is (are) doing business as: BY THE HOUR RENTALS, 4900 WHITSETT AVE, #402, VALLEY VILLAGE, CA 91607. Full name of registrant(s) is (are) SEAN DUDLEY, 4900 WHITSETT AVE #402, VALLEY VILLAGE, CA 91607. This business is conducted by: an Individual. Signed: Sean Paul Dudley, Owner.: [919, 818, 1143, 895]
- notice-column: [463, 80, 686, 2535]
- legal-notice: [691, 1479, 914, 1709]
- notice-boilerplate: NOTICE: This Fictitious Name Statement expires five years from the date it was filed in the office of the County Clerk. A new Fictitious Business Name Statement must be filed prior to that date. The filing of this statement does not of itself authorize the use in this state of a Fictitious Business Name in violation of the rights of another under Federal, State, or common law (See Section 14411 et seq. Business and Professions Code).: [691, 1354, 914, 1452]
- notice-publication-dates: Dates Pub: Feb. 4, 11, 18, 25, 2017: [1148, 747, 1289, 759]
- notice-file-number: File No. 2017023571: [234, 1948, 320, 1960]
- notice-body: The following person(s) is (are) doing business as: KRM MARKETING, 8567 BALBOA BLVD #134, NORTHRIDGE, CA 91325. Full name of registrant(s) is (are) KARLA MORENO, 10442 PLATT AVE, MISSION HILLS, CA 91345. This business is conducted by: an Individual. Signed: Karla Moreno, Owner. This statement was filed with the County Clerk of Los Angeles County on 02/01/17.: [463, 1244, 687, 1332]
- notice-heading: FICTITIOUS BUSINESS NAME STATEMENT: [6, 2135, 201, 2147]
- notice-body: The following person(s) is (are) doing business as: PASHA STONE PRODUCTS, 22410 BURBANK BLVD, WOODLAND HILLS, CA 91367. Full name of registrant(s) is (are) SASHA S. STONE. This business is conducted by: an Individual. This statement was filed with the County Clerk of Los Angeles County on 01/30/17.: [234, 1523, 458, 1600]
- legal-notice: [6, 895, 229, 1158]
- notice-body: The following person(s) is (are) doing business as: DENNYS #7438, 16575 SHERMAN WAY, VAN NUYS, CA 91406; DENNYS #7438, 16575 SHERMAN WAY, VAN NUYS, CA 91406. Full name of registrant(s) is (are) HALEH FAMILY, INC. 7925 MAESTRO AVENUE, WEST HILLS, CA 91304. This business is conducted by: a Corporation. Signed: Haleh Family, Inc. Mohamed Kamaruddin, Vice President.: [919, 583, 1143, 671]
- notice-heading: FICTITIOUS BUSINESS NAME STATEMENT: [1148, 539, 1345, 551]
- notice-heading: FICTITIOUS BUSINESS NAME STATEMENT: [691, 784, 887, 796]
- legal-notice: [235, 1714, 458, 1933]
- notice-file-number: File No. 2017021536: [919, 1937, 1005, 1949]
- legal-notice: [235, 1031, 458, 1271]
- notice-body: The following person(s) is (are) doing business as: RIVERSIDE VILLAGE GROUP, 2201 E 7TH ST #B224, LOS ANGELES, CA 90023; SILVERBRIDGE VILLAGE GROUP, 319 S CLARK DR #202, LOS ANGELES, CA 90048. Full name of registrant(s) is (are) JACK KARUDIYAN, 319 S CLARK DR #202, LOS ANGELES, CA 90048; NOBLE KARUDIYAN, 319 S CLARK DR #202, LOS ANGELES, CA 90048. This business is conducted by a Limited Partnership. The registrant(s) has (have) commenced to transact business under the fictitious business name or names listed above on N/A.: [6, 916, 229, 1048]
- legal-notice: [1148, 80, 1371, 299]
- notice-publication-dates: Publish: ES Mountain Views News Feb 4,11,18 and 28, 2017: [919, 1900, 1143, 1923]
- notice-file-number: File No. 2017018997: [691, 1489, 777, 1501]
- notice-heading: FICTITIOUS BUSINESS NAME STATEMENT: [234, 1937, 430, 1949]
- legal-notice: [691, 1009, 914, 1239]
- notice-boilerplate: NOTICE: This Fictitious Name Statement expires five years from the date it was filed in the office of the County Clerk. A new Fictitious Business Name Statement must be filed prior to that date. The filing of this statement does not of itself authorize the use in this state of a Fictitious Business Name in violation of the rights of another under Federal, State, or common law (See Section 14411 et seq. Business and Professions Code).: [234, 1812, 458, 1912]
- notice-body: The following person(s) is (are) doing business as: FITNESS INSPIRATION TECHNOGRADES, 4721 ALLOTT AVENUE, SHERMAN OAKS, CA 91423. Full name of registrant(s) is (are) DANIEL PANOSIAN, 7214 IRVING AVE, GLENDALE, CA 91202. This business is conducted by: a General Partnership. This statement was filed with the County Clerk of Los Angeles County on 01/26/17.: [919, 1724, 1143, 1813]
- notice-boilerplate: NOTICE: This Fictitious Name Statement expires five years from the date it was filed in the office of the County Clerk. A new Fictitious Business Name Statement must be filed prior to that date. The filing of this statement does not of itself authorize the use in this state of a Fictitious Business Name in violation of the rights of another under Federal, State, or common law (See Section 14411 et seq. Business and Professions Code).: [463, 2015, 687, 2113]
- notice-boilerplate: NOTICE: This Fictitious Name Statement expires five years from the date it was filed in the office of the County Clerk. A new Fictitious Business Name Statement must be filed prior to that date. The filing of this statement does not of itself authorize the use in this state of a Fictitious Business Name in violation of the rights of another under Federal, State, or common law (See Section 14411 et seq. Business and Professions Code).: [234, 1151, 458, 1251]
- notice-body: The following person(s) is (are) doing business as: AMOUR M INC, 10061 RIVERSIDE DR STE 519, TOLUCA LAKE, CA 91602. Full name of registrant(s) is (are) AMOUR M INC, 10061 RIVERSIDE DR STE 519, TOLUCA LAKE, CA 91602. This business is conducted by: a Corporation. This statement was filed with the County Clerk of Los Angeles County on 01/30/17.: [234, 1736, 458, 1824]
- notice-body: The following person(s) is (are) doing business as: DENNYS 684, 645 N. AZUSA AVENUE, WEST COVINA, CA 91791; DENNYS #6834, 645 N. AZUSA AVENUE, WEST COVINA, CA 91791. Full name of registrant(s) is (are) HOSPIE FAMILY, INC. 7925 MAESTRO AVENUE, WEST HILLS, CA 91304. This business is conducted by: a Corporation. Signed: Hospie Family, Inc. Mohamed Kamaruddin, Vice President.: [919, 347, 1143, 447]
- legal-notice: [920, 796, 1143, 1004]
- legal-notice: [691, 561, 914, 780]
- notice-publication-dates: Publish: ES Mountain Views News Feb 11,18,25 and March 4, 2017: [6, 310, 229, 333]
- notice-body: The following person(s) is (are) doing business as: SPOTLESS GREEN CLEANERS, 11050 VENTURA BLVD, STUDIO CITY, CA 91604; SPOTLESS CLEANERS, 11050 VENTURA BLVD, STUDIO CITY, CA 91604. Full name of registrant(s) is (are) SHYDYL CORPORATION, 11050 VENTURA BLVD, STUDIO CITY, CA 91604. This business is conducted by: a Corporation. Signed: Shydyl Corporation, Ali Bahmani, Owner/President.: [691, 1031, 914, 1130]
- notice-file-number: File No. 2017029971: [6, 1922, 91, 1933]
- legal-notice: [920, 561, 1143, 791]
- notice-body: The following person(s) is (are) doing business as: N/V N PAIN TRANSPORT, 16045 SHERMAN WAY SUITE 39, VAN NUYS, CA 91406. Full name of registrant(s) is (are) LARRY CRAFT, 16045 SHERMAN WAY #SUITE 39, VAN NUYS, CA 91406. This business is conducted by: an Individual. Signed: Larry Craft. This statement was filed with the County Clerk of Los Angeles County on 02/01/17.: [463, 336, 687, 425]
- notice-boilerplate: NOTICE: This Fictitious Name Statement expires five years from the date it was filed in the office of the County Clerk. A new Fictitious Business Name Statement must be filed prior to that date. The filing of this statement does not of itself authorize the use in this state of a Fictitious Business Name in violation of the rights of another under Federal, State, or common law (See Section 14411 et seq. Business and Professions Code).: [234, 1588, 458, 1688]
- notice-boilerplate: NOTICE: This Fictitious Name Statement expires five years from the date it was filed in the office of the County Clerk. A new Fictitious Business Name Statement must be filed prior to that date. The filing of this statement does not of itself authorize the use in this state of a Fictitious Business Name in violation of the rights of another under Federal, State, or common law (See Section 14411 et seq. Business and Professions Code).: [6, 1294, 229, 1393]
- notice-boilerplate: NOTICE: This Fictitious Name Statement expires five years from the date it was filed in the office of the County Clerk. A new Fictitious Business Name Statement must be filed prior to that date. The filing of this statement does not of itself authorize the use in this state of a Fictitious Business Name in violation of the rights of another under Federal, State, or common law (See Section 14411 et seq. Business and Professions Code).: [691, 883, 914, 983]
- legal-notice: [1148, 1457, 1371, 1698]
- notice-heading: FICTITIOUS BUSINESS NAME STATEMENT: [919, 1927, 1116, 1938]
- notice-file-number: File No. 2017026157: [6, 347, 91, 359]
- notice-body: The following person(s) is (are) doing business as: JB REFINISHING SERVICES INC, 7510 WILBUR AVE, RESEDA, CA 91335. Full name of registrant(s) is (are) JB REFINISHING SERVICES INC, 7510 WILBUR AVE, RESEDA, CA 91335. This business is conducted by: a Corporation. This statement was filed with the County Clerk of Los Angeles County on 02/01/17.: [463, 571, 687, 649]
- notice-publication-dates: Publish: ES Mountain Views News Feb 4,11,18 and 28, 2017: [463, 747, 687, 770]
- notice-column: [6, 80, 229, 2535]
- notice-body: The following person(s) is (are) doing business as: AUTARCH MEDIA, 435 N DETROIT ST #301, LOS ANGELES, CA 90036. Full name of registrant(s) is (are) RYAN HAAS, 435 N DETROIT ST, LOS ANGELES, CA 90036. This business is conducted by: an Individual. Signed: Ryan Haas, Owner. This statement was filed with the County Clerk of Los Angeles County on 01/31/17.: [463, 1020, 687, 1108]
- notice-heading: FICTITIOUS BUSINESS NAME STATEMENT: [691, 1713, 887, 1725]
- notice-heading: FICTITIOUS BUSINESS NAME STATEMENT: [6, 604, 201, 616]
- notice-boilerplate: NOTICE: This Fictitious Name Statement expires five years from the date it was filed in the office of the County Clerk. A new Fictitious Business Name Statement must be filed prior to that date. The filing of this statement does not of itself authorize the use in this state of a Fictitious Business Name in violation of the rights of another under Federal, State, or common law (See Section 14411 et seq. Business and Professions Code).: [919, 1354, 1143, 1452]
- notice-file-number: File No. 2017-0024595: [1148, 1468, 1242, 1480]
- notice-boilerplate: NOTICE: This Fictitious Name Statement expires five years from the date it was filed in the office of the County Clerk. A new Fictitious Business Name Statement must be filed prior to that date. The filing of this statement does not of itself authorize the use in this state of a Fictitious Business Name in violation of the rights of another under Federal, State, or common law (See Section 14411 et seq. Business and Professions Code).: [919, 435, 1143, 535]
- notice-publication-dates: Publish: ES Mountain Views News Feb 4,11,18 and 25, 2017: [234, 299, 458, 322]
- legal-notice: [463, 1905, 686, 2135]
- notice-heading: FICTITIOUS BUSINESS NAME STATEMENT: [1148, 1703, 1345, 1714]
- notice-heading: FICTITIOUS BUSINESS NAME STATEMENT: [463, 998, 659, 1009]
- notice-file-number: File No. 2016312731: [691, 571, 777, 583]
- notice-column: [235, 80, 458, 2535]
- section-title: LEGAL NOTICES: [23, 0, 517, 59]
- notice-file-number: File No. 2017025080: [463, 91, 549, 103]
- notice-file-number: File No. 2017018866: [691, 1724, 777, 1736]
- notice-file-number: File No. 2017042009: [1148, 91, 1234, 103]
- notice-heading: FICTITIOUS BUSINESS NAME STATEMENT: [463, 1445, 659, 1457]
- notice-heading: FICTITIOUS BUSINESS NAME STATEMENT: [919, 80, 1116, 91]
- notice-publication-dates: Publish: ES Mountain Views News Feb 4,11,18 and 28, 2017: [919, 1676, 1143, 1699]
- notice-publication-dates: Publish: ES Mountain Views News Feb 4,11,18 and 28, 2017: [234, 1911, 458, 1933]
- notice-heading: FICTITIOUS BUSINESS NAME STATEMENT: [1148, 998, 1345, 1009]
- notice-boilerplate: NOTICE: This Fictitious Name Statement expires five years from the date it was filed in the office of the County Clerk. A new Fictitious Business Name Statement must be filed prior to that date. The filing of this statement does not of itself authorize the use in this state of a Fictitious Business Name in violation of the rights of another under Federal, State, or common law (See Section 14411 et seq. Business and Professions Code).: [234, 681, 458, 780]
- notice-heading: FICTITIOUS BUSINESS NAME STATEMENT: [691, 1948, 887, 1960]
- notice-boilerplate: NOTICE: This Fictitious Name Statement expires five years from the date it was filed in the office of the County Clerk. A new Fictitious Business Name Statement must be filed prior to that date. The filing of this statement does not of itself authorize the use in this state of a Fictitious Business Name in violation of the rights of another under Federal, State, or common law (See Section 14411 et seq. Business and Professions Code).: [691, 1588, 914, 1688]
- notice-body: The following person(s) is (are) doing business as: B.A. TRUE GARDENS, 9611 REDFERN AVE, INGLEWOOD, CA 90301. Full name of registrant(s) is (are) FIDEL BASTIDA ARRIAGA, 9611 REDFERN AVE, INGLEWOOD, CA 90301. This business is conducted by: AN INDIVIDUAL. Signed: FIDEL BASTIDA ARRIAGA. This statement was filed with the County Clerk of Los Angeles County on 01/27/2017.: [1148, 784, 1371, 884]
- notice-body: The following person(s) is (are) doing business as: FRANK FACULTY MAINTENANCE, 6501 LOCKHURST DR WEST HILLS, CA 91307. Full name of registrant(s) is (are) FRANCISCO JAVIER MARTINEZ, 6501 LOCKHURST DR, WEST HILLS, CA 91307. This business is conducted by an Individual. Signed: Francisco Javier Martinez, Owner. This statement was filed with the County Clerk of Los Angeles County on 01/31/17. The registrant(s) has (have) commenced to transact business under the fictitious business name or names listed above on N/A.: [6, 359, 229, 480]
- notice-file-number: File No. 2017029868: [6, 906, 91, 917]
- notice-heading: FICTITIOUS BUSINESS NAME STATEMENT: [919, 326, 1116, 337]
- notice-boilerplate: NOTICE: This Fictitious Name Statement expires five years from the date it was filed in the office of the County Clerk. A new Fictitious Business Name Statement must be filed prior to that date. The filing of this statement does not of itself authorize the use in this state of a Fictitious Business Name in violation of the rights of another under Federal, State, or common law (See Section 14411 et seq. Business and Professions Code).: [6, 1529, 229, 1628]
- legal-notice: [920, 1244, 1143, 1474]
- notice-heading: FICTITIOUS BUSINESS NAME STATEMENT: [919, 1703, 1116, 1714]
- notice-file-number: File No. 2017018590: [691, 1020, 777, 1032]
- legal-notice: [6, 2135, 229, 2365]
- notice-body: The following person(s) is (are) doing business as: ELEVEN ONION LIQUOR, 1605 W 11TH STREET, LOS ANGELES, CA 90015. Full name of registrant(s) is (are) MEHAR MALKIT'S, INC., 1605 W 11TH STREET, LOS ANGELES, CA 90015. This business is conducted by: a Corporation. This statement was filed with the County Clerk of Los Angeles County on 01/30/17.: [234, 828, 458, 917]
- notice-publication-dates: Publish: ES Mountain Views News Feb 4,11,18 and 28, 2017: [691, 2146, 914, 2168]
- notice-publication-dates: Publish: ES Mountain Views News Feb. 4, 11, 18, 25, 2017: [1148, 1206, 1371, 1228]
- notice-boilerplate: NOTICE: This Fictitious Name Statement expires five years from the date it was filed in the office of the County Clerk. A new Fictitious Business Name Statement must be filed prior to that date. The filing of this statement does not of itself authorize the use in this state of a Fictitious Business Name in violation of the rights of another under Federal, State, or common law (See Section 14411 et seq. Business and Professions Code).: [1148, 872, 1371, 972]
- legal-notice: [463, 1670, 686, 1900]
- notice-file-number: File No. 2017030399: [6, 615, 91, 627]
- notice-body: The following person(s) is (are) doing business as: YOUNG KINGS BASKETBALL, 20030 BLYTHE ST, WINNETKA, CA 91306; YOUNG QUEENS BASKETBALL, 20030 BLYTHE ST, WINNETKA, CA 91306. Full name of registrant(s) is (are) KOROLEV ACADEMY INC, 20030 BLYTHE ST, WINNETKA, CA 91306. This business is conducted by: a Corporation. Signed: Korolev Academy, Inc. Yaroslav Korolev, CEO. This statement was filed with the County Clerk of Los Angeles County on 01/20/17.: [691, 102, 914, 212]
- notice-publication-dates: Publish: ES Mountain Views News Feb. 4, 11, 18, 25, 2017: [1148, 1430, 1371, 1452]
- legal-notice: [463, 1222, 686, 1442]
- notice-publication-dates: Publish: ES Mountain Views News Feb 4,11,18 and 28, 2017: [691, 1217, 914, 1239]
- notice-heading: FICTITIOUS BUSINESS NAME STATEMENT: [234, 583, 430, 595]
- notice-boilerplate: NOTICE: This Fictitious Name Statement expires five years from the date it was filed in the office of the County Clerk. A new Fictitious Business Name Statement must be filed prior to that date. The filing of this statement does not of itself authorize the use in this state of a Fictitious Business Name in violation of the rights of another under Federal, State, or common law (See Section 14411 et seq. Business and Professions Code).: [919, 1801, 1143, 1900]
- footer-website[interactable]: Website: www.mtviewsnews.com: [1145, 2551, 1366, 2569]
- notice-file-number: File No. 2017019895: [6, 91, 91, 103]
- notice-heading: FICTITIOUS BUSINESS NAME STATEMENT: [463, 315, 659, 327]
- notice-column: [1148, 80, 1371, 2535]
- notice-boilerplate: NOTICE: This Fictitious Name Statement expires five years from the date it was filed in the office of the County Clerk. A new Fictitious Business Name Statement must be filed prior to that date. The filing of this statement does not of itself authorize the use in this state of a Fictitious Business Name in violation of the rights of another under Federal, State, or common law (See Section 14411 et seq. Business and Professions Code).: [6, 2244, 229, 2344]
- notice-file-number: File No. 2017-0023134: [1148, 1713, 1242, 1725]
- notice-publication-dates: Publish: ES Mountain Views News Feb 11,18,25 and March 4, 2017: [6, 1135, 229, 1158]
- notice-heading: FICTITIOUS BUSINESS NAME STATEMENT: [919, 1479, 1116, 1490]
- notice-publication-dates: Publish: ES Mountain Views News Feb 4,11,18 and 28, 2017: [463, 2112, 687, 2136]
- legal-notice: [691, 337, 914, 556]
- notice-heading: FICTITIOUS BUSINESS NAME STATEMENT: [234, 80, 430, 91]
- notice-file-number: File No. 2017008074: [691, 347, 777, 359]
- notice-file-number: File No. 2017022539: [919, 1255, 1005, 1266]
- notice-boilerplate: NOTICE: This Fictitious Name Statement expires five years from the date it was filed in the office of the County Clerk. A new Fictitious Business Name Statement must be filed prior to that date. The filing of this statement does not of itself authorize the use in this state of a Fictitious Business Name in violation of the rights of another under Federal, State, or common law (See Section 14411 et seq. Business and Professions Code).: [691, 659, 914, 759]
- notice-file-number: File No. 2017025539: [234, 91, 320, 103]
- legal-notice: [6, 1911, 229, 2130]
- notice-file-number: File No. 2017-0023456: [1148, 1948, 1242, 1960]
- legal-notice: [691, 1244, 914, 1474]
- notice-publication-dates: Publish: ES Mountain Views News Feb 4,11,18 and 28, 2017: [234, 779, 458, 802]
- notice-heading: FICTITIOUS BUSINESS NAME STATEMENT: [6, 1654, 201, 1666]
- legal-notice: [463, 315, 686, 545]
- notice-boilerplate: NOTICE: This Fictitious Name Statement expires five years from the date it was filed in the office of the County Clerk. A new Fictitious Business Name Statement must be filed prior to that date. The filing of this statement does not of itself authorize the use in this state of a Fictitious Business Name in violation of the rights of another under Federal, State, or common law (See Section 14411 et seq. Business and Professions Code).: [463, 1779, 687, 1879]
- notice-boilerplate: NOTICE: This Fictitious Name Statement expires five years from the date it was filed in the office of the County Clerk. A new Fictitious Business Name Statement must be filed prior to that date. The filing of this statement does not of itself authorize the use in this state of a Fictitious Business Name in violation of the rights of another under Federal, State, or common law (See Section 14411 et seq. Business and Professions Code).: [919, 2015, 1143, 2113]
- notice-body: The following person(s) is (are) doing business as: PAMPERED SKIN BY CYNTHIA BARTHOLOMAY, LLC, 5301 JON DODSON DRIVE, AGOURA HILLS, CA 91301. Full name of registrant(s) is (are) PAMPERED SKIN BY CYNTHIA BARTHOLOMAY, LLC. This business is conducted by: a Limited Liability Company. Signed: Cynthia Bartholomay, Owner. This statement was filed with the County Clerk of Los Angeles County on 01/31/17.: [463, 102, 687, 201]
- notice-publication-dates: Publish: ES Mountain Views News Feb. 4, 11, 18, 25, 2017: [1148, 1676, 1371, 1699]
- notice-publication-dates: Publish: ES Mountain Views News Feb 4,11,18 and 28, 2017: [919, 2112, 1143, 2136]
- notice-boilerplate: NOTICE: This Fictitious Name Statement expires five years from the date it was filed in the office of the County Clerk. A new Fictitious Business Name Statement must be filed prior to that date. The filing of this statement does not of itself authorize the use in this state of a Fictitious Business Name in violation of the rights of another under Federal, State, or common law (See Section 14411 et seq. Business and Professions Code).: [234, 906, 458, 1004]
- notice-body: The following person(s) is (are) doing business as: SO CAL PALLIATIVE CARE PARTNERS, 10515 WOODLEY AVE, GRANADA HILLS, CA 91344; SOUTHERN CALIFORNIA PALLIATIVE CARE PARTNERS, 4048 MIRA AVENUE, LOS ANGELES, CA 90042. Full name of registrant(s) is (are) DA & AR HOSPICE CARE, INC. This business is conducted by: a Corporation. This statement was filed with the County Clerk of Los Angeles County on 01/30/17.: [234, 1052, 458, 1152]
- legal-notices-columns: [6, 80, 1371, 2535]
- notice-boilerplate: NOTICE: This Fictitious Name Statement expires five years from the date it was filed in the office of the County Clerk. A new Fictitious Business Name Statement must be filed prior to that date. The filing of this statement does not of itself authorize the use in this state of a Fictitious Business Name in violation of the rights of another under Federal, State, or common law (See Section 14411 et seq. Business and Professions Code).: [463, 872, 687, 972]
- notice-publication-dates: Publish: ES Mountain Views News Feb 11,18,25 and March 4, 2017: [6, 2343, 229, 2366]
- notice-heading: FICTITIOUS BUSINESS NAME STATEMENT: [463, 80, 659, 91]
- legal-notice: [1148, 2184, 1371, 2403]
- legal-notice: [463, 1446, 686, 1666]
- notice-file-number: File No. 2017019253: [691, 1960, 777, 1972]
- notice-file-number: File No. 2017030522: [6, 1665, 91, 1676]
- notice-heading: FICTITIOUS BUSINESS NAME STATEMENT: [234, 1031, 430, 1043]
- notice-heading: FICTITIOUS BUSINESS NAME STATEMENT: [1148, 1937, 1345, 1949]
- notice-file-number: File No. 2017026497: [463, 1232, 549, 1244]
